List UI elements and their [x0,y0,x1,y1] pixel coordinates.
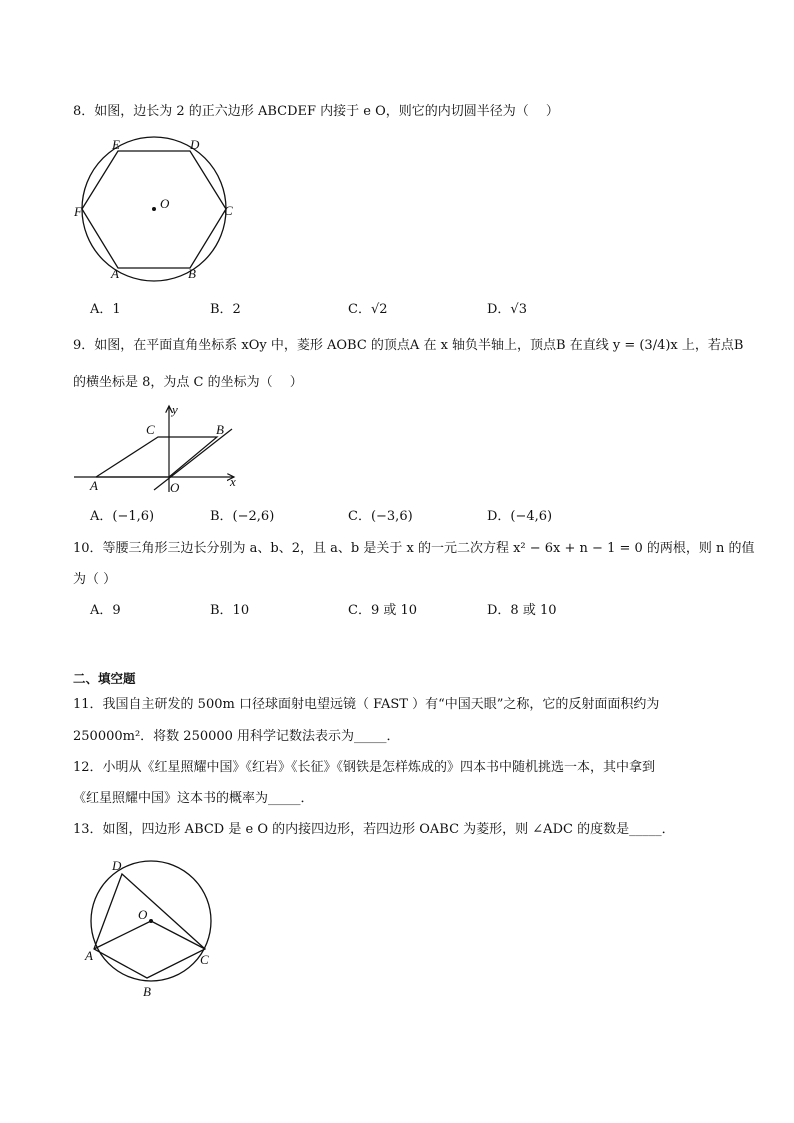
q8-label-C: C [224,203,233,218]
q10-line1: 10．等腰三角形三边长分别为 a、b、2，且 a、b 是关于 x 的一元二次方程 x² − 6x + n − 1 = 0 的两根，则 n 的值 [73,541,755,556]
q11-line1: 11．我国自主研发的 500m 口径球面射电望远镜（ FAST ）有“中国天眼”之称，它的反射面面积约为 [73,697,660,712]
q9-option-a: A．(−1,6) [90,509,155,524]
q13-label-A: A [85,948,93,963]
q8-hexagon-figure [70,130,250,290]
q8-option-a: A．1 [90,302,121,317]
q8-center-dot [152,207,156,211]
q13-quadrilateral-ABCD [94,874,205,978]
q8-label-E: E [112,137,120,152]
q8-option-b: B．2 [210,302,241,317]
q8-label-F: F [74,204,82,219]
q8-label-D: D [190,137,200,152]
q12-line2: 《红星照耀中国》这本书的概率为_____． [73,791,314,806]
q13-label-O: O [138,907,148,922]
q13-center-dot [149,919,153,923]
q9-option-b: B．(−2,6) [210,509,275,524]
q9-label-O: O [170,480,180,495]
q13-text: 13．如图，四边形 ABCD 是 e O 的内接四边形，若四边形 OABC 为菱形，则 ∠ADC 的度数是_____． [73,822,675,837]
q9-label-A: A [90,478,98,493]
q12-line1: 12．小明从《红星照耀中国》《红岩》《长征》《钢铁是怎样炼成的》四本书中随机挑选一本，其中拿到 [73,760,656,775]
section-heading-fill-in: 二、填空题 [73,671,136,686]
q9-coordinate-figure [72,400,252,500]
q9-line-y-3-4x [154,429,232,490]
q10-option-a: A．9 [90,603,121,618]
q9-label-y: y [172,402,178,417]
q8-text: 8．如图，边长为 2 的正六边形 ABCDEF 内接于 e O，则它的内切圆半径为（ ） [73,104,559,119]
q10-option-d: D．8 或 10 [487,603,557,618]
q13-label-C: C [200,952,209,967]
q9-line1: 9．如图，在平面直角坐标系 xOy 中，菱形 AOBC 的顶点A 在 x 轴负半轴上，顶点B 在直线 y = (3/4)x 上，若点B [73,338,744,353]
q9-line2: 的横坐标是 8，为点 C 的坐标为（ ） [73,375,303,390]
q9-label-x: x [230,474,236,489]
q9-rhombus [96,437,217,477]
q13-rhombus-OABC [94,921,205,949]
q8-option-d: D．√3 [487,302,527,317]
q8-label-B: B [188,266,196,281]
q8-label-A: A [111,266,119,281]
q9-option-d: D．(−4,6) [487,509,553,524]
q13-label-D: D [112,858,122,873]
q8-label-O: O [160,196,170,211]
q8-option-c: C．√2 [348,302,388,317]
q10-line2: 为（ ） [73,572,117,587]
q11-line2: 250000m²．将数 250000 用科学记数法表示为_____． [73,729,400,744]
q13-label-B: B [143,984,151,999]
q13-circle-figure [85,852,225,1002]
q9-label-C: C [146,422,155,437]
q9-label-B: B [216,422,224,437]
q10-option-b: B．10 [210,603,250,618]
q9-option-c: C．(−3,6) [348,509,413,524]
q10-option-c: C．9 或 10 [348,603,418,618]
